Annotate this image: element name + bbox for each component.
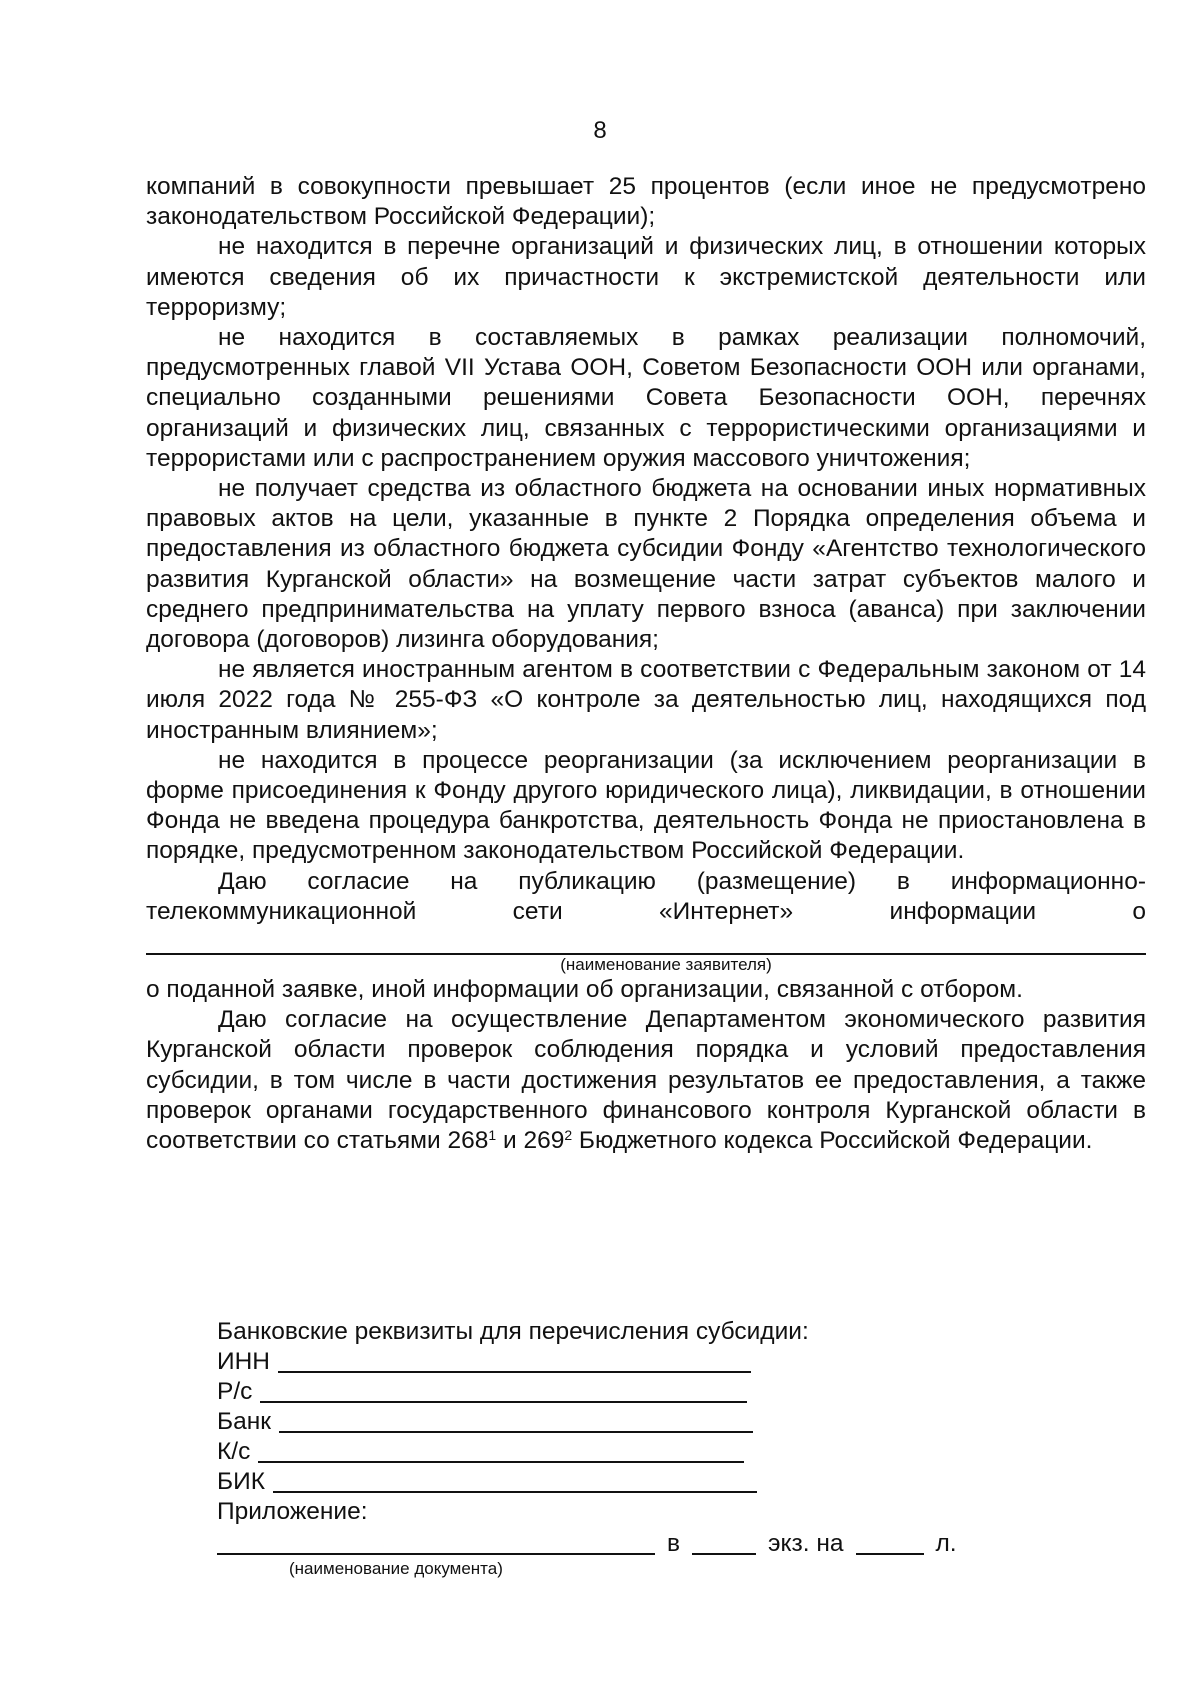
page-number: 8 — [593, 117, 607, 144]
superscript-2: 2 — [564, 1127, 573, 1144]
bik-field[interactable] — [273, 1467, 757, 1493]
ks-row — [217, 1437, 977, 1467]
superscript-1: 1 — [488, 1127, 497, 1144]
inspection-text-3: Бюджетного кодекса Российской Федерации. — [572, 1127, 1093, 1155]
inspection-text-2: и 269 — [496, 1127, 565, 1155]
sheets-count-field[interactable] — [856, 1529, 924, 1555]
appendix-label: Приложение: — [217, 1498, 368, 1525]
ks-field[interactable] — [258, 1437, 744, 1463]
rs-label: Р/с — [217, 1378, 253, 1405]
copies-word: экз. на — [768, 1530, 844, 1557]
applicant-name-caption: (наименование заявителя) — [560, 955, 772, 975]
in-word: в — [667, 1530, 681, 1557]
paragraph-publication-consent: Даю согласие на публикацию (размещение) в информационно-телекоммуникационной сети «Интернет» информации о — [146, 867, 1146, 925]
paragraph-extremism-list: не находится в перечне организаций и физических лиц, в отношении которых имеются сведения об их причастности к экстремистской деятельности или терроризму; — [146, 233, 1146, 321]
inn-row — [217, 1347, 977, 1377]
paragraph-submitted-application: о поданной заявке, иной информации об организации, связанной с отбором. — [146, 976, 1023, 1004]
paragraph-foreign-agent: не является иностранным агентом в соответствии с Федеральным законом от 14 июля 2022 года № 255-ФЗ «О контроле за деятельностью лиц, находящихся под иностранным влиянием»; — [146, 656, 1146, 744]
rs-field[interactable] — [260, 1377, 747, 1403]
sheets-word: л. — [935, 1530, 957, 1557]
inn-label: ИНН — [217, 1348, 270, 1375]
bank-field[interactable] — [279, 1407, 753, 1433]
bik-label: БИК — [217, 1468, 265, 1495]
appendix-row — [217, 1527, 977, 1559]
copies-count-field[interactable] — [692, 1529, 756, 1555]
inspection-text-1: Даю согласие на осуществление Департаментом экономического развития Курганской области проверок соблюдения порядка и условий предоставления субсидии, в том числе в части достижения результатов ее предоставления, а также проверок органами государственного финансового контроля Курганской области в соответствии со статьями 268 — [146, 1006, 1146, 1155]
document-name-field[interactable] — [217, 1529, 655, 1555]
paragraph-reorganization: не находится в процессе реорганизации (за исключением реорганизации в форме присоединения к Фонду другого юридического лица), ликвидации, в отношении Фонда не введена процедура банкротства, деятельность Фонда не приостановлена в порядке, предусмотренном законодательством Российской Федерации. — [146, 746, 1146, 865]
document-name-caption: (наименование документа) — [289, 1559, 503, 1578]
paragraph-inspection-consent — [146, 1005, 1146, 1156]
document-body — [146, 172, 1146, 1156]
bik-row — [217, 1467, 977, 1497]
bank-label: Банк — [217, 1408, 271, 1435]
bank-details-section — [217, 1317, 977, 1579]
paragraph-un-lists: не находится в составляемых в рамках реализации полномочий, предусмотренных главой VII Устава ООН, Советом Безопасности ООН или органами, специально созданными решениями Совета Безопасности ООН, перечнях организаций и физических лиц, связанных с террористическими организациями и террористами или с распространением оружия массового уничтожения; — [146, 324, 1146, 472]
bank-details-title: Банковские реквизиты для перечисления субсидии: — [217, 1318, 809, 1345]
bank-row — [217, 1407, 977, 1437]
rs-row — [217, 1377, 977, 1407]
paragraph-companies-share: компаний в совокупности превышает 25 процентов (если иное не предусмотрено законодательством Российской Федерации); — [146, 173, 1146, 231]
paragraph-budget-funds: не получает средства из областного бюджета на основании иных нормативных правовых актов на цели, указанные в пункте 2 Порядка определения объема и предоставления из областного бюджета субсидии Фонду «Агентство технологического развития Курганской области» на возмещение части затрат субъектов малого и среднего предпринимательства на уплату первого взноса (аванса) при заключении договора (договоров) лизинга оборудования; — [146, 475, 1146, 654]
applicant-name-line[interactable] — [146, 927, 1146, 955]
inn-field[interactable] — [278, 1347, 751, 1373]
ks-label: К/с — [217, 1438, 251, 1465]
